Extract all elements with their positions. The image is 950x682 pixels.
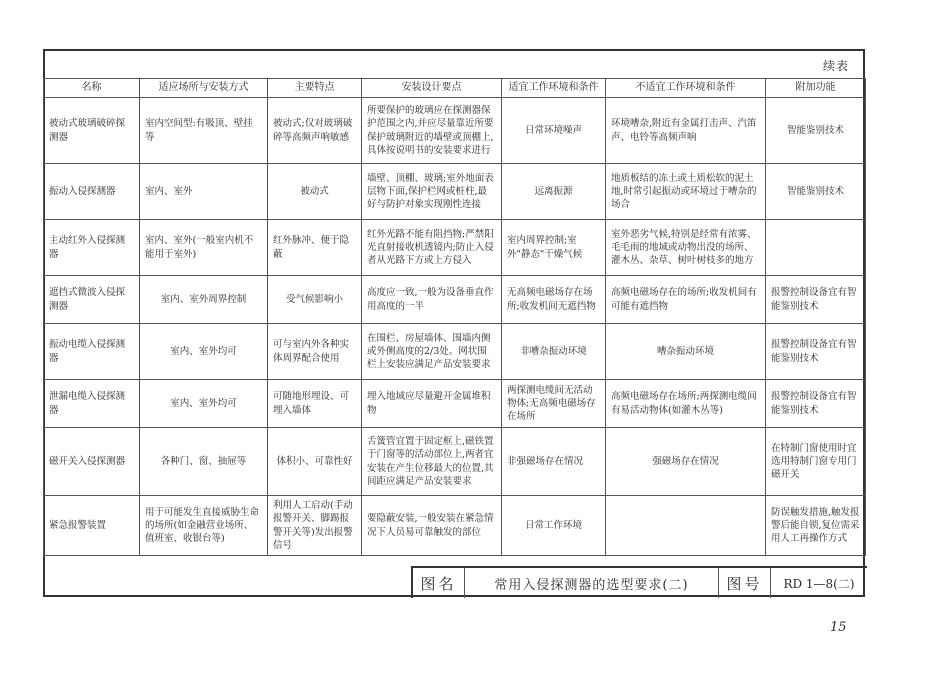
table-cell: 室内、室外均可 xyxy=(140,380,268,428)
table-cell: 高频电磁场存在的场所;收发机间有可能有遮挡物 xyxy=(606,276,766,324)
table-cell: 室内周界控制;室外"静态"干燥气候 xyxy=(502,220,606,276)
table-row xyxy=(44,324,866,380)
table-row xyxy=(44,496,866,556)
table-row xyxy=(44,380,866,428)
table-cell: 被动式;仅对玻璃破碎等高频声响敏感 xyxy=(268,98,362,164)
table-cell: 两探测电缆间无活动物体;无高频电磁场存在场所 xyxy=(502,380,606,428)
drawing-name: 常用入侵探测器的选型要求(二) xyxy=(465,568,719,598)
table-cell: 被动式玻璃破碎探测器 xyxy=(44,98,140,164)
table-row xyxy=(44,276,866,324)
table-cell: 墙壁、顶棚、玻璃;室外地面表层物下面,保护栏网或桩柱,最好与防护对象实现刚性连接 xyxy=(362,164,502,220)
table-cell: 室内、室外 xyxy=(140,164,268,220)
table-cell: 防误触发措施,触发报警后能自锁,复位需采用人工再操作方式 xyxy=(766,496,866,556)
table-row xyxy=(44,428,866,496)
table-cell: 室内、室外(一般室内机不能用于室外) xyxy=(140,220,268,276)
table-cell: 环境嘈杂,附近有金属打击声、汽笛声、电铃等高频声响 xyxy=(606,98,766,164)
table-cell: 要隐蔽安装,一般安装在紧急情况下人员易可靠触发的部位 xyxy=(362,496,502,556)
table-cell: 非嘈杂振动环境 xyxy=(502,324,606,380)
table-cell: 振动入侵探测器 xyxy=(44,164,140,220)
table-cell: 室内空间型:有吸顶、壁挂等 xyxy=(140,98,268,164)
table-cell: 振动电缆入侵探测器 xyxy=(44,324,140,380)
table-cell: 强磁场存在情况 xyxy=(606,428,766,496)
table-cell: 在围栏、房屋墙体、围墙内侧或外侧高度的2/3处。网状围栏上安装应满足产品安装要求 xyxy=(362,324,502,380)
table-cell: 高度应一致,一般为设备垂直作用高度的一半 xyxy=(362,276,502,324)
header-row xyxy=(44,79,866,98)
continued-label: 续表 xyxy=(822,59,849,73)
table-cell: 报警控制设备宜有智能鉴别技术 xyxy=(766,324,866,380)
title-block xyxy=(411,566,867,598)
header-cell: 不适宜工作环境和条件 xyxy=(606,79,766,98)
table-cell: 室外恶劣气候,特别是经常有浓雾、毛毛雨的地域或动物出没的场所、灌木丛、杂草、树叶树枝多的地方 xyxy=(606,220,766,276)
table-cell: 可与室内外各种实体周界配合使用 xyxy=(268,324,362,380)
table-cell: 嘈杂振动环境 xyxy=(606,324,766,380)
table-cell: 远离振源 xyxy=(502,164,606,220)
table-cell: 智能鉴别技术 xyxy=(766,164,866,220)
drawing-name-label: 图名 xyxy=(413,568,465,598)
table-cell: 磁开关入侵探测器 xyxy=(44,428,140,496)
header-cell: 适宜工作环境和条件 xyxy=(502,79,606,98)
table-row xyxy=(44,164,866,220)
table-cell: 红外脉冲、便于隐蔽 xyxy=(268,220,362,276)
table-cell: 舌簧管宜置于固定框上,磁铁置于门窗等的活动部位上,两者宜安装在产生位移最大的位置,其间距应满足产品安装要求 xyxy=(362,428,502,496)
table-cell: 可随地形埋设、可埋入墙体 xyxy=(268,380,362,428)
table-cell: 高频电磁场存在场所;两探测电缆间有易活动物体(如灌木丛等) xyxy=(606,380,766,428)
table-cell: 泄漏电缆入侵探测器 xyxy=(44,380,140,428)
table-cell: 埋入地域应尽量避开金属堆积物 xyxy=(362,380,502,428)
drawing-number-label: 图号 xyxy=(719,568,771,598)
table-cell: 用于可能发生直接威胁生命的场所(如金融营业场所、值班室、收银台等) xyxy=(140,496,268,556)
page-number: 15 xyxy=(830,620,847,635)
table-cell: 室内、室外周界控制 xyxy=(140,276,268,324)
table-cell: 报警控制设备宜有智能鉴别技术 xyxy=(766,380,866,428)
table-cell: 红外光路不能有阻挡物;严禁阳光直射接收机透镜内;防止入侵者从光路下方或上方侵入 xyxy=(362,220,502,276)
table-cell: 报警控制设备宜有智能鉴别技术 xyxy=(766,276,866,324)
table-cell: 各种门、窗、抽屉等 xyxy=(140,428,268,496)
header-cell: 主要特点 xyxy=(268,79,362,98)
header-cell: 名称 xyxy=(44,79,140,98)
table-cell: 体积小、可靠性好 xyxy=(268,428,362,496)
table-cell: 主动红外入侵探测器 xyxy=(44,220,140,276)
table-cell xyxy=(766,220,866,276)
table-cell xyxy=(606,496,766,556)
table-cell: 日常环境噪声 xyxy=(502,98,606,164)
table-cell: 非强磁场存在情况 xyxy=(502,428,606,496)
table-cell: 受气候影响小 xyxy=(268,276,362,324)
table-cell: 地质板结的冻土或土质松软的泥土地,时常引起振动或环境过于嘈杂的场合 xyxy=(606,164,766,220)
table-cell: 紧急报警装置 xyxy=(44,496,140,556)
table-cell: 无高频电磁场存在场所;收发机间无遮挡物 xyxy=(502,276,606,324)
drawing-number: RD 1—8(二) xyxy=(783,576,855,591)
table-cell: 利用人工启动(手动报警开关、脚踢报警开关等)发出报警信号 xyxy=(268,496,362,556)
table-cell: 室内、室外均可 xyxy=(140,324,268,380)
table-cell: 被动式 xyxy=(268,164,362,220)
table-cell: 智能鉴别技术 xyxy=(766,98,866,164)
table-cell: 遮挡式微波入侵探测器 xyxy=(44,276,140,324)
table-row xyxy=(44,98,866,164)
table-cell: 日常工作环境 xyxy=(502,496,606,556)
detector-spec-table xyxy=(43,78,866,556)
header-cell: 安装设计要点 xyxy=(362,79,502,98)
header-cell: 附加功能 xyxy=(766,79,866,98)
header-cell: 适应场所与安装方式 xyxy=(140,79,268,98)
drawing-frame xyxy=(43,49,865,597)
table-cell: 所要保护的玻璃应在探测器保护范围之内,并应尽量靠近所要保护玻璃附近的墙壁或顶棚上,具体按说明书的安装要求进行 xyxy=(362,98,502,164)
table-cell: 在特制门窗使用时宜选用特制门窗专用门磁开关 xyxy=(766,428,866,496)
table-row xyxy=(44,220,866,276)
